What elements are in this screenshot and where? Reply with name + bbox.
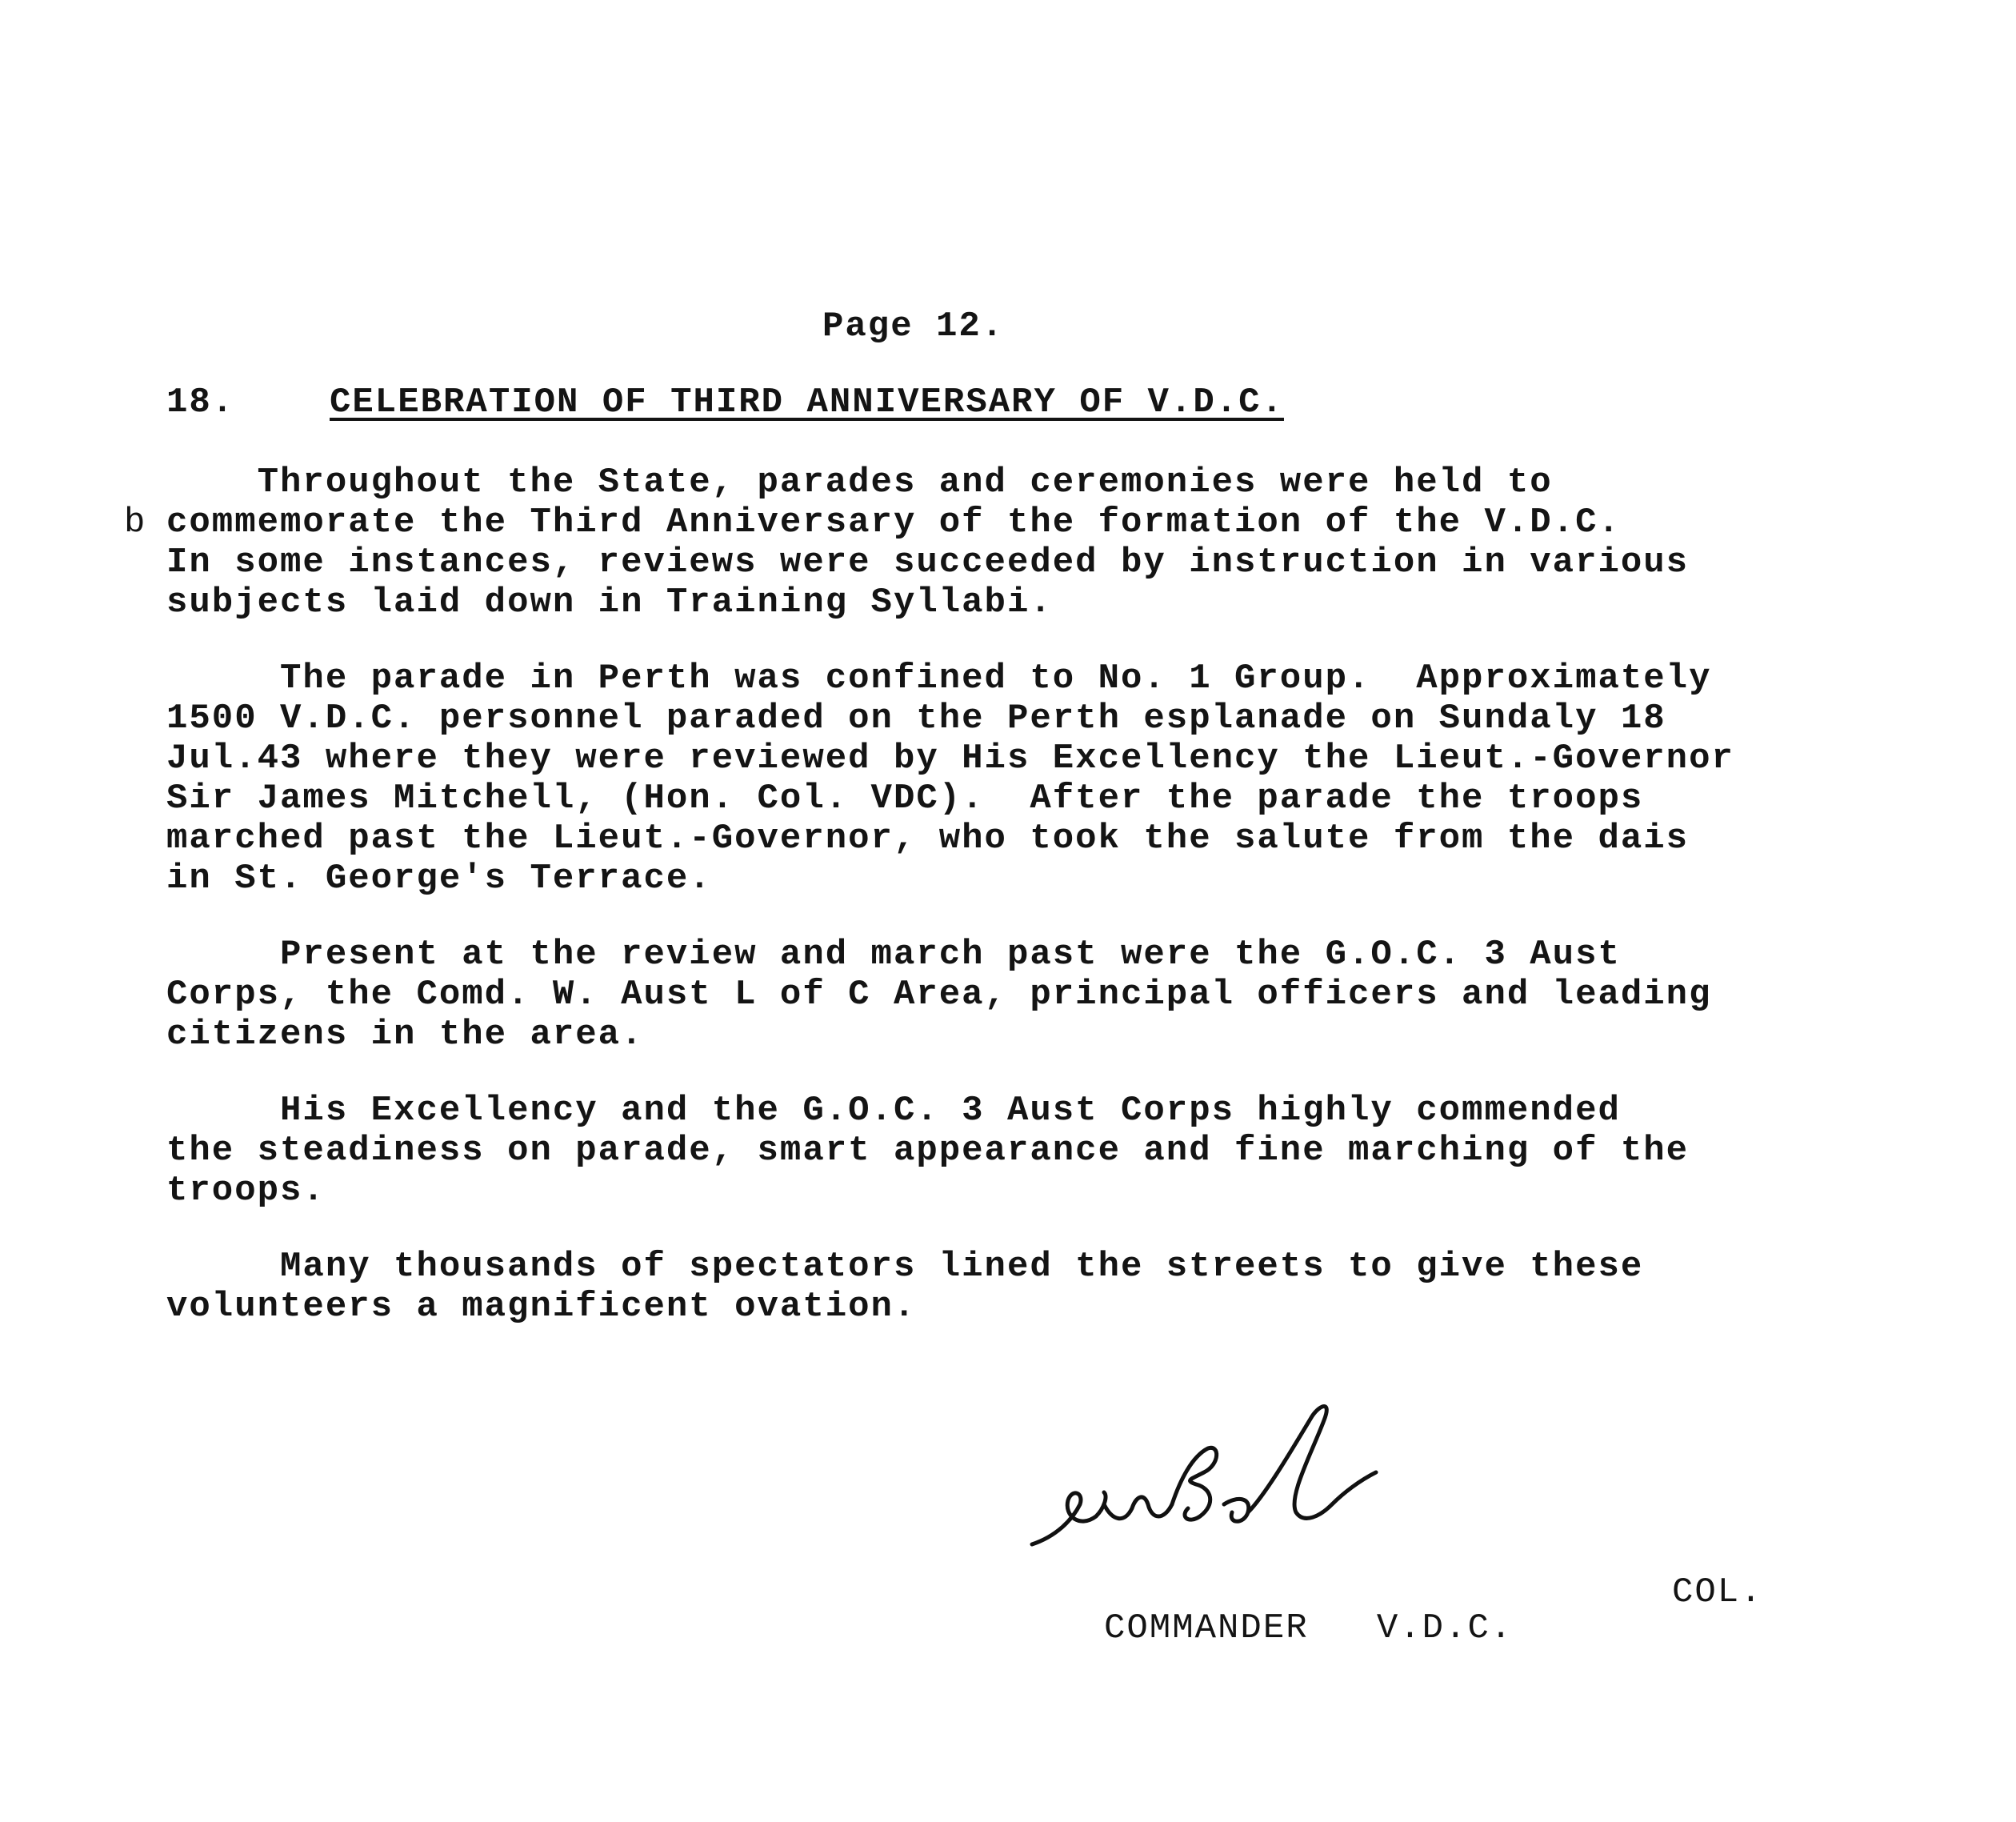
paragraph-3-line-1: Present at the review and march past were the G.O.C. 3 Aust bbox=[166, 935, 1621, 975]
paragraph-2-line-4: Sir James Mitchell, (Hon. Col. VDC). After the parade the troops bbox=[166, 779, 1644, 819]
paragraph-4-line-3: troops. bbox=[166, 1171, 326, 1211]
paragraph-1-line-2: commemorate the Third Anniversary of the formation of the V.D.C. bbox=[166, 503, 1621, 543]
signature-rank: COL. bbox=[1672, 1572, 1763, 1612]
paragraph-2-line-2: 1500 V.D.C. personnel paraded on the Perth esplanade on Sundaly 18 bbox=[166, 699, 1666, 739]
paragraph-1-line-1: Throughout the State, parades and ceremonies were held to bbox=[166, 463, 1553, 503]
paragraph-5-line-2: volunteers a magnificent ovation. bbox=[166, 1287, 917, 1327]
page-number: Page 12. bbox=[822, 306, 1005, 346]
paragraph-4-line-2: the steadiness on parade, smart appearance and fine marching of the bbox=[166, 1131, 1690, 1171]
handwritten-signature bbox=[1024, 1384, 1384, 1576]
section-heading: CELEBRATION OF THIRD ANNIVERSARY OF V.D.C. bbox=[330, 382, 1284, 422]
paragraph-5-line-1: Many thousands of spectators lined the streets to give these bbox=[166, 1247, 1644, 1287]
margin-mark: b bbox=[124, 503, 147, 543]
paragraph-3-line-3: citizens in the area. bbox=[166, 1015, 644, 1055]
signature-title: COMMANDER V.D.C. bbox=[1104, 1608, 1514, 1648]
paragraph-1-line-3: In some instances, reviews were succeeded by instruction in various bbox=[166, 543, 1690, 583]
paragraph-2-line-5: marched past the Lieut.-Governor, who took the salute from the dais bbox=[166, 819, 1690, 859]
paragraph-2-line-6: in St. George's Terrace. bbox=[166, 859, 712, 899]
paragraph-1-line-4: subjects laid down in Training Syllabi. bbox=[166, 583, 1053, 623]
paragraph-4-line-1: His Excellency and the G.O.C. 3 Aust Corps highly commended bbox=[166, 1091, 1621, 1131]
paragraph-3-line-2: Corps, the Comd. W. Aust L of C Area, principal officers and leading bbox=[166, 975, 1712, 1015]
paragraph-2-line-3: Jul.43 where they were reviewed by His Excellency the Lieut.-Governor bbox=[166, 739, 1734, 779]
section-number: 18. bbox=[166, 382, 235, 422]
paragraph-2-line-1: The parade in Perth was confined to No. 1 Group. Approximately bbox=[166, 659, 1712, 699]
